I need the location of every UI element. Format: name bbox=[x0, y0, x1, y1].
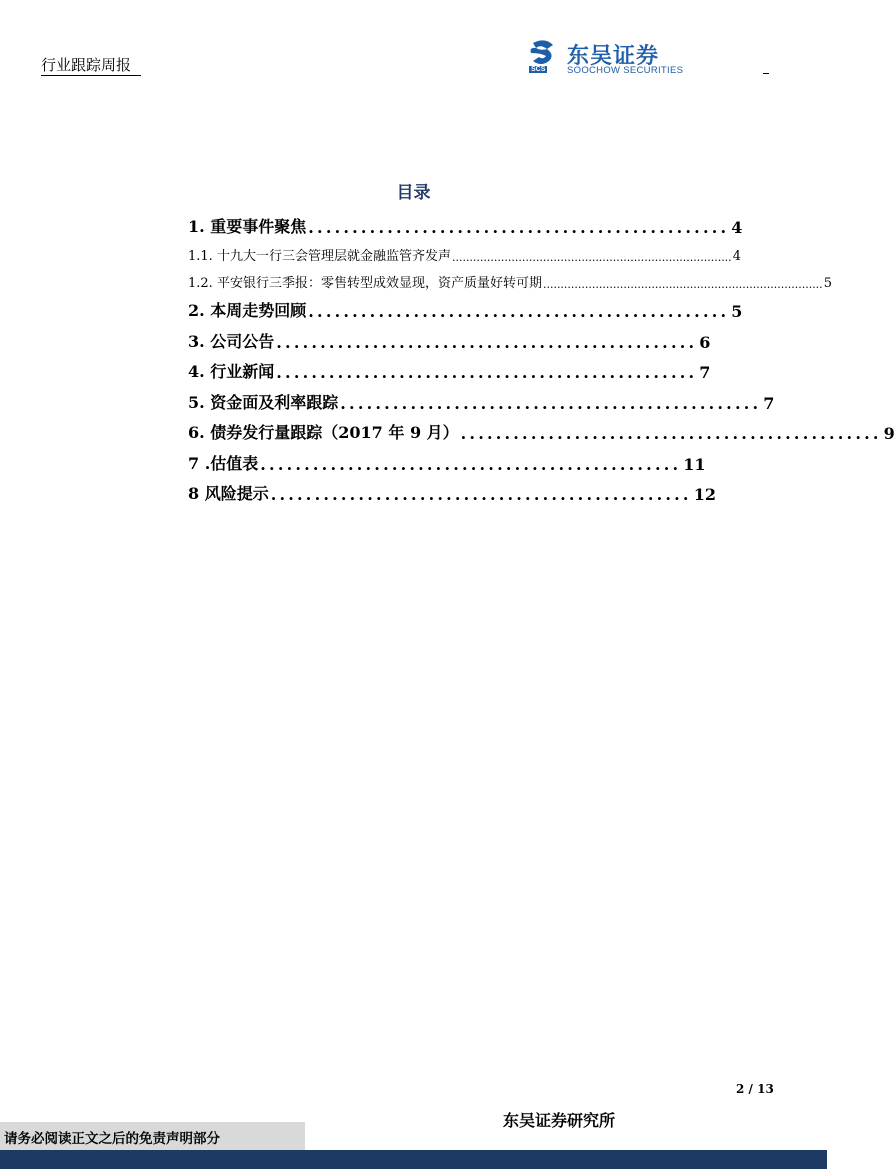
toc-leader-dots: ................................................ bbox=[308, 217, 730, 237]
toc-leader-dots: ................................................ bbox=[270, 485, 692, 504]
toc-entry[interactable] bbox=[188, 291, 743, 322]
toc-leader-dots: ................................................ bbox=[308, 302, 730, 321]
toc-entry-page: 9 bbox=[883, 424, 895, 443]
disclaimer-notice: 请务必阅读正文之后的免责声明部分 bbox=[4, 1131, 220, 1147]
toc-entry-label: 2. 本周走势回顾 bbox=[188, 301, 307, 320]
toc-entry[interactable] bbox=[188, 352, 711, 383]
toc-leader-dots: ................................................ bbox=[276, 363, 698, 382]
report-type-label: 行业跟踪周报 bbox=[41, 56, 132, 74]
toc-entry-page: 7 bbox=[763, 393, 775, 413]
toc-leader-dots: ................................................................................ bbox=[451, 250, 732, 264]
toc-leader-dots: ................................................................................ bbox=[542, 277, 823, 291]
toc-entry[interactable] bbox=[188, 443, 706, 474]
toc-entry-page: 5 bbox=[823, 275, 832, 291]
toc-entry[interactable] bbox=[188, 321, 711, 352]
toc-entry-page: 7 bbox=[699, 363, 711, 382]
logo-mark-text: SCS bbox=[531, 66, 546, 73]
toc-entry-label: 5. 资金面及利率跟踪 bbox=[188, 392, 339, 412]
table-of-contents bbox=[188, 206, 895, 504]
toc-entry-label: 4. 行业新闻 bbox=[188, 362, 275, 381]
toc-entry[interactable] bbox=[188, 264, 832, 291]
toc-entry-page: 6 bbox=[699, 332, 711, 352]
company-logo bbox=[527, 39, 697, 77]
footer-bar bbox=[0, 1150, 827, 1169]
page-number: 2 / 13 bbox=[736, 1082, 774, 1096]
corner-dash bbox=[763, 73, 769, 74]
footer-org-name: 东吴证券研究所 bbox=[503, 1111, 616, 1130]
toc-entry[interactable] bbox=[188, 382, 775, 413]
toc-title: 目录 bbox=[396, 183, 431, 203]
toc-entry-label: 1.2. 平安银行三季报：零售转型成效显现，资产质量好转可期 bbox=[188, 275, 542, 291]
toc-leader-dots: ................................................ bbox=[260, 454, 682, 474]
toc-entry[interactable] bbox=[188, 237, 741, 264]
logo-english-name: SOOCHOW SECURITIES bbox=[567, 65, 684, 76]
toc-entry-label: 6. 债券发行量跟踪（2017 年 9 月） bbox=[188, 423, 459, 442]
toc-entry-page: 12 bbox=[693, 485, 716, 504]
toc-leader-dots: ................................................ bbox=[276, 332, 698, 352]
toc-entry-label: 7 .估值表 bbox=[188, 453, 259, 473]
toc-entry-label: 1. 重要事件聚焦 bbox=[188, 216, 307, 236]
toc-entry-page: 4 bbox=[731, 217, 743, 237]
scs-logo-icon bbox=[527, 39, 563, 67]
header-underline bbox=[41, 75, 141, 76]
toc-entry-page: 11 bbox=[683, 454, 706, 474]
logo-chinese-name: 东吴证券 bbox=[567, 44, 660, 69]
toc-entry[interactable] bbox=[188, 474, 716, 505]
toc-entry[interactable] bbox=[188, 413, 895, 444]
toc-entry-label: 1.1. 十九大一行三会管理层就金融监管齐发声 bbox=[188, 248, 451, 264]
toc-entry-page: 4 bbox=[732, 248, 741, 264]
toc-leader-dots: ................................................ bbox=[460, 424, 882, 443]
toc-leader-dots: ................................................ bbox=[340, 393, 762, 413]
toc-entry-page: 5 bbox=[731, 302, 743, 321]
toc-entry[interactable] bbox=[188, 206, 743, 237]
toc-entry-label: 3. 公司公告 bbox=[188, 331, 275, 351]
toc-entry-label: 8 风险提示 bbox=[188, 484, 269, 503]
